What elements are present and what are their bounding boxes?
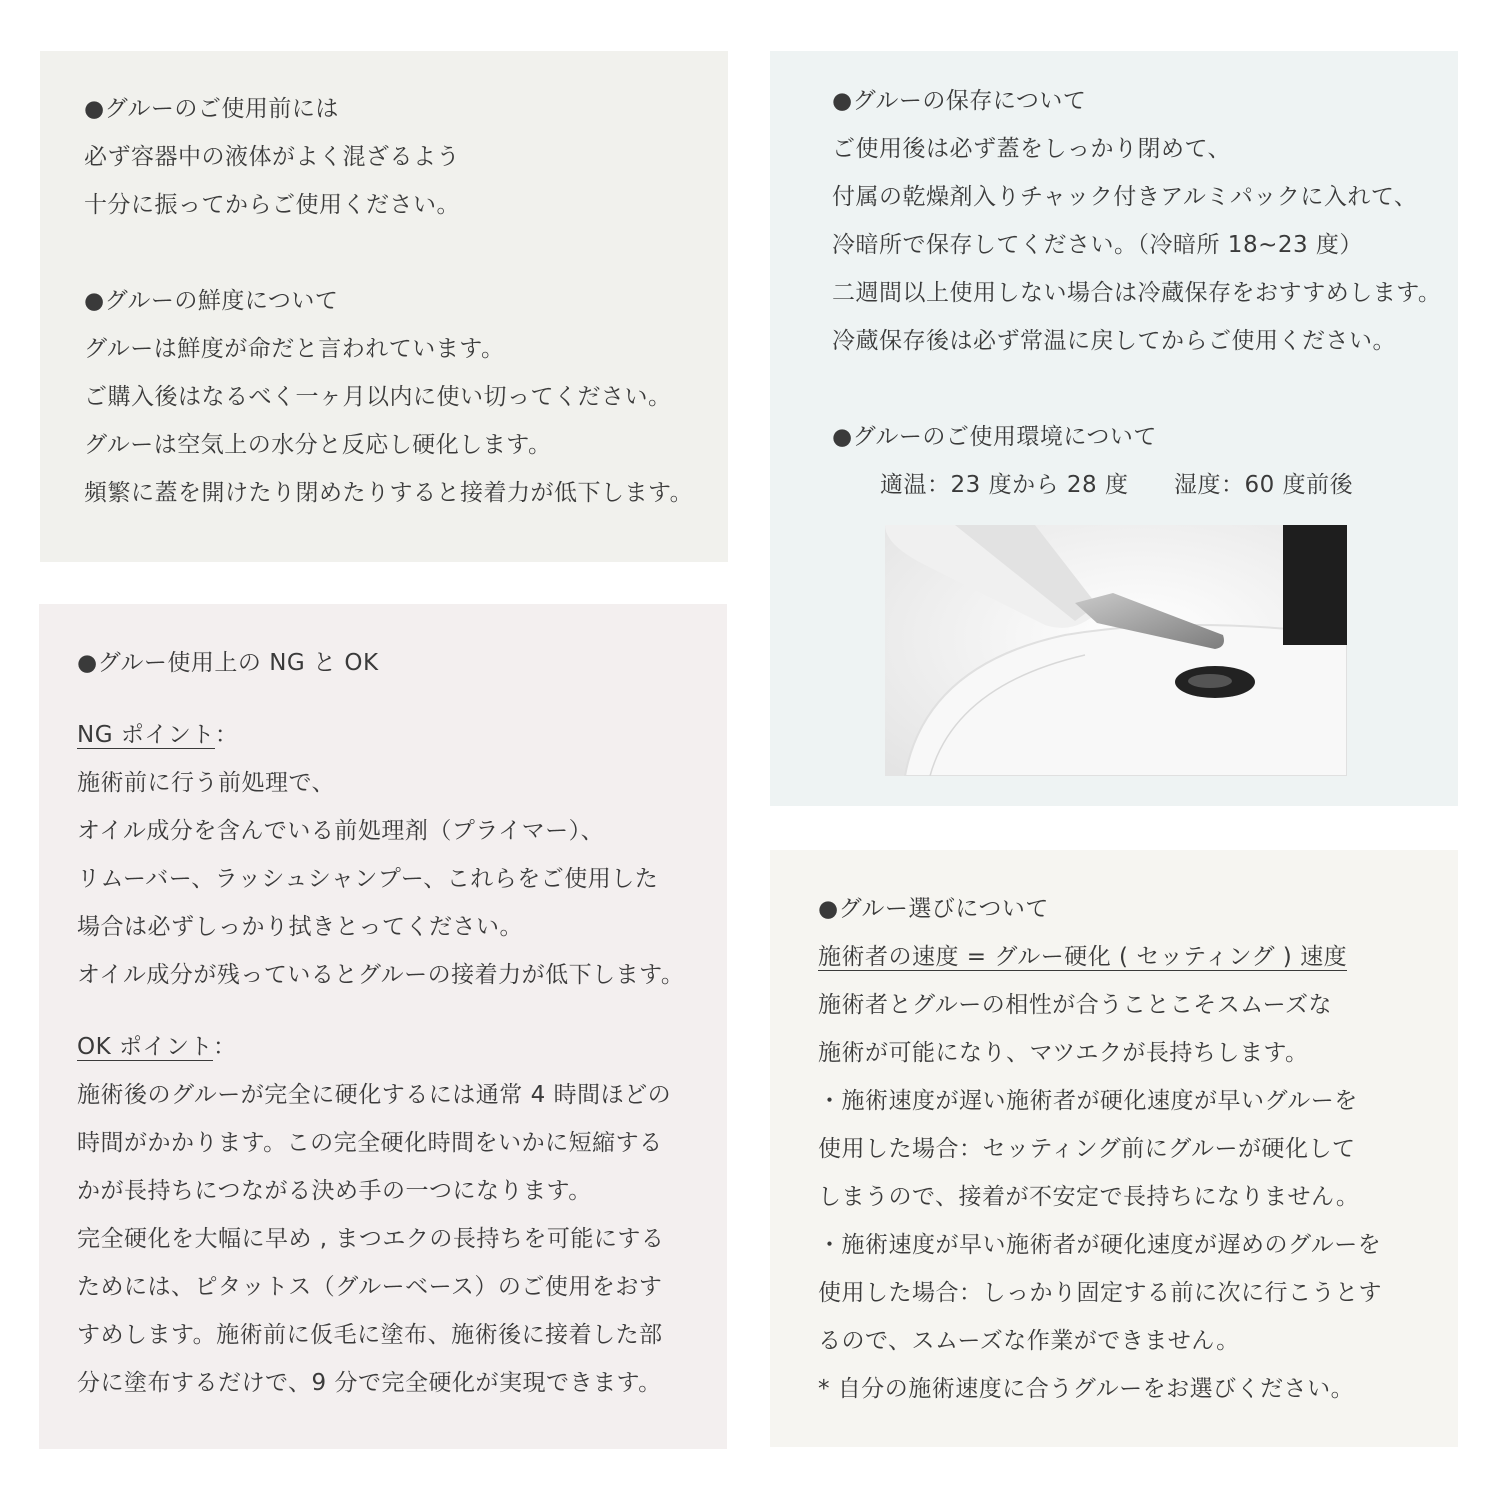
selection-line: しまうので、接着が不安定で長持ちになりません。 <box>818 1184 1360 1210</box>
ng-ok-panel <box>39 604 727 1449</box>
ok-line: ためには、ピタットス（グルーベース）のご使用をおす <box>77 1274 663 1300</box>
storage-line: 二週間以上使用しない場合は冷蔵保存をおすすめします。 <box>832 280 1442 306</box>
storage-line: 付属の乾燥剤入りチャック付きアルミパックに入れて、 <box>832 184 1418 210</box>
usage-panel <box>40 51 728 562</box>
ng-point-row <box>77 720 238 750</box>
selection-line: 施術者とグルーの相性が合うことこそスムーズな <box>818 992 1333 1018</box>
selection-line: ・施術速度が早い施術者が硬化速度が遅めのグルーを <box>818 1232 1382 1258</box>
freshness-line: グルーは空気上の水分と反応し硬化します。 <box>84 432 552 458</box>
selection-line: ・施術速度が遅い施術者が硬化速度が早いグルーを <box>818 1088 1358 1114</box>
ng-line: オイル成分が残っているとグルーの接着力が低下します。 <box>77 962 685 988</box>
selection-line: 使用した場合：セッティング前にグルーが硬化して <box>818 1136 1356 1162</box>
ok-line: 施術後のグルーが完全に硬化するには通常 4 時間ほどの <box>77 1082 672 1108</box>
ok-point-colon: ： <box>213 1034 237 1060</box>
ng-ok-heading: ●グルー使用上の NG と OK <box>77 650 379 676</box>
ok-point-label: OK ポイント <box>77 1034 213 1060</box>
ng-line: リムーバー、ラッシュシャンプー、これらをご使用した <box>77 866 659 892</box>
ok-line: 時間がかかります。この完全硬化時間をいかに短縮する <box>77 1130 663 1156</box>
selection-subheading-text: 施術者の速度 = グルー硬化 ( セッティング ) 速度 <box>818 944 1348 970</box>
ng-point-label: NG ポイント <box>77 722 215 748</box>
selection-line: るので、スムーズな作業ができません。 <box>818 1328 1240 1354</box>
before-use-line: 十分に振ってからご使用ください。 <box>84 192 460 218</box>
selection-subheading <box>818 942 1347 972</box>
selection-line: 使用した場合：しっかり固定する前に次に行こうとす <box>818 1280 1382 1306</box>
ng-line: 場合は必ずしっかり拭きとってください。 <box>77 914 524 940</box>
ok-line: 完全硬化を大幅に早め , まつエクの長持ちを可能にする <box>77 1226 665 1252</box>
storage-line: 冷暗所で保存してください。（冷暗所 18~23 度） <box>832 232 1363 258</box>
selection-line: * 自分の施術速度に合うグルーをお選びください。 <box>818 1376 1355 1402</box>
ng-line: 施術前に行う前処理で、 <box>77 770 336 796</box>
before-use-line: 必ず容器中の液体がよく混ざるよう <box>84 144 460 170</box>
ng-line: オイル成分を含んでいる前処理剤（プライマー）、 <box>77 818 605 844</box>
ok-line: 分に塗布するだけで、9 分で完全硬化が実現できます。 <box>77 1370 662 1396</box>
storage-heading: ●グルーの保存について <box>832 88 1087 114</box>
freshness-line: グルーは鮮度が命だと言われています。 <box>84 336 505 362</box>
storage-line: 冷蔵保存後は必ず常温に戻してからご使用ください。 <box>832 328 1396 354</box>
storage-panel <box>770 51 1458 806</box>
selection-heading: ●グルー選びについて <box>818 896 1049 922</box>
environment-heading: ●グルーのご使用環境について <box>832 424 1157 450</box>
before-use-heading: ●グルーのご使用前には <box>84 96 339 122</box>
glue-drop-photo <box>885 525 1347 776</box>
ok-line: すめします。施術前に仮毛に塗布、施術後に接着した部 <box>77 1322 663 1348</box>
freshness-line: ご購入後はなるべく一ヶ月以内に使い切ってください。 <box>84 384 672 410</box>
ok-line: かが長持ちにつながる決め手の一つになります。 <box>77 1178 592 1204</box>
ok-point-row <box>77 1032 237 1062</box>
environment-temperature: 適温：23 度から 28 度 <box>880 472 1129 498</box>
selection-line: 施術が可能になり、マツエクが長持ちします。 <box>818 1040 1309 1066</box>
ng-point-colon: ： <box>214 722 239 748</box>
selection-panel <box>770 850 1458 1447</box>
freshness-heading: ●グルーの鮮度について <box>84 288 339 314</box>
storage-line: ご使用後は必ず蓋をしっかり閉めて、 <box>832 136 1232 162</box>
glue-drop-illustration <box>885 525 1347 776</box>
environment-humidity: 湿度：60 度前後 <box>1174 472 1354 498</box>
freshness-line: 頻繁に蓋を開けたり閉めたりすると接着力が低下します。 <box>84 480 694 506</box>
